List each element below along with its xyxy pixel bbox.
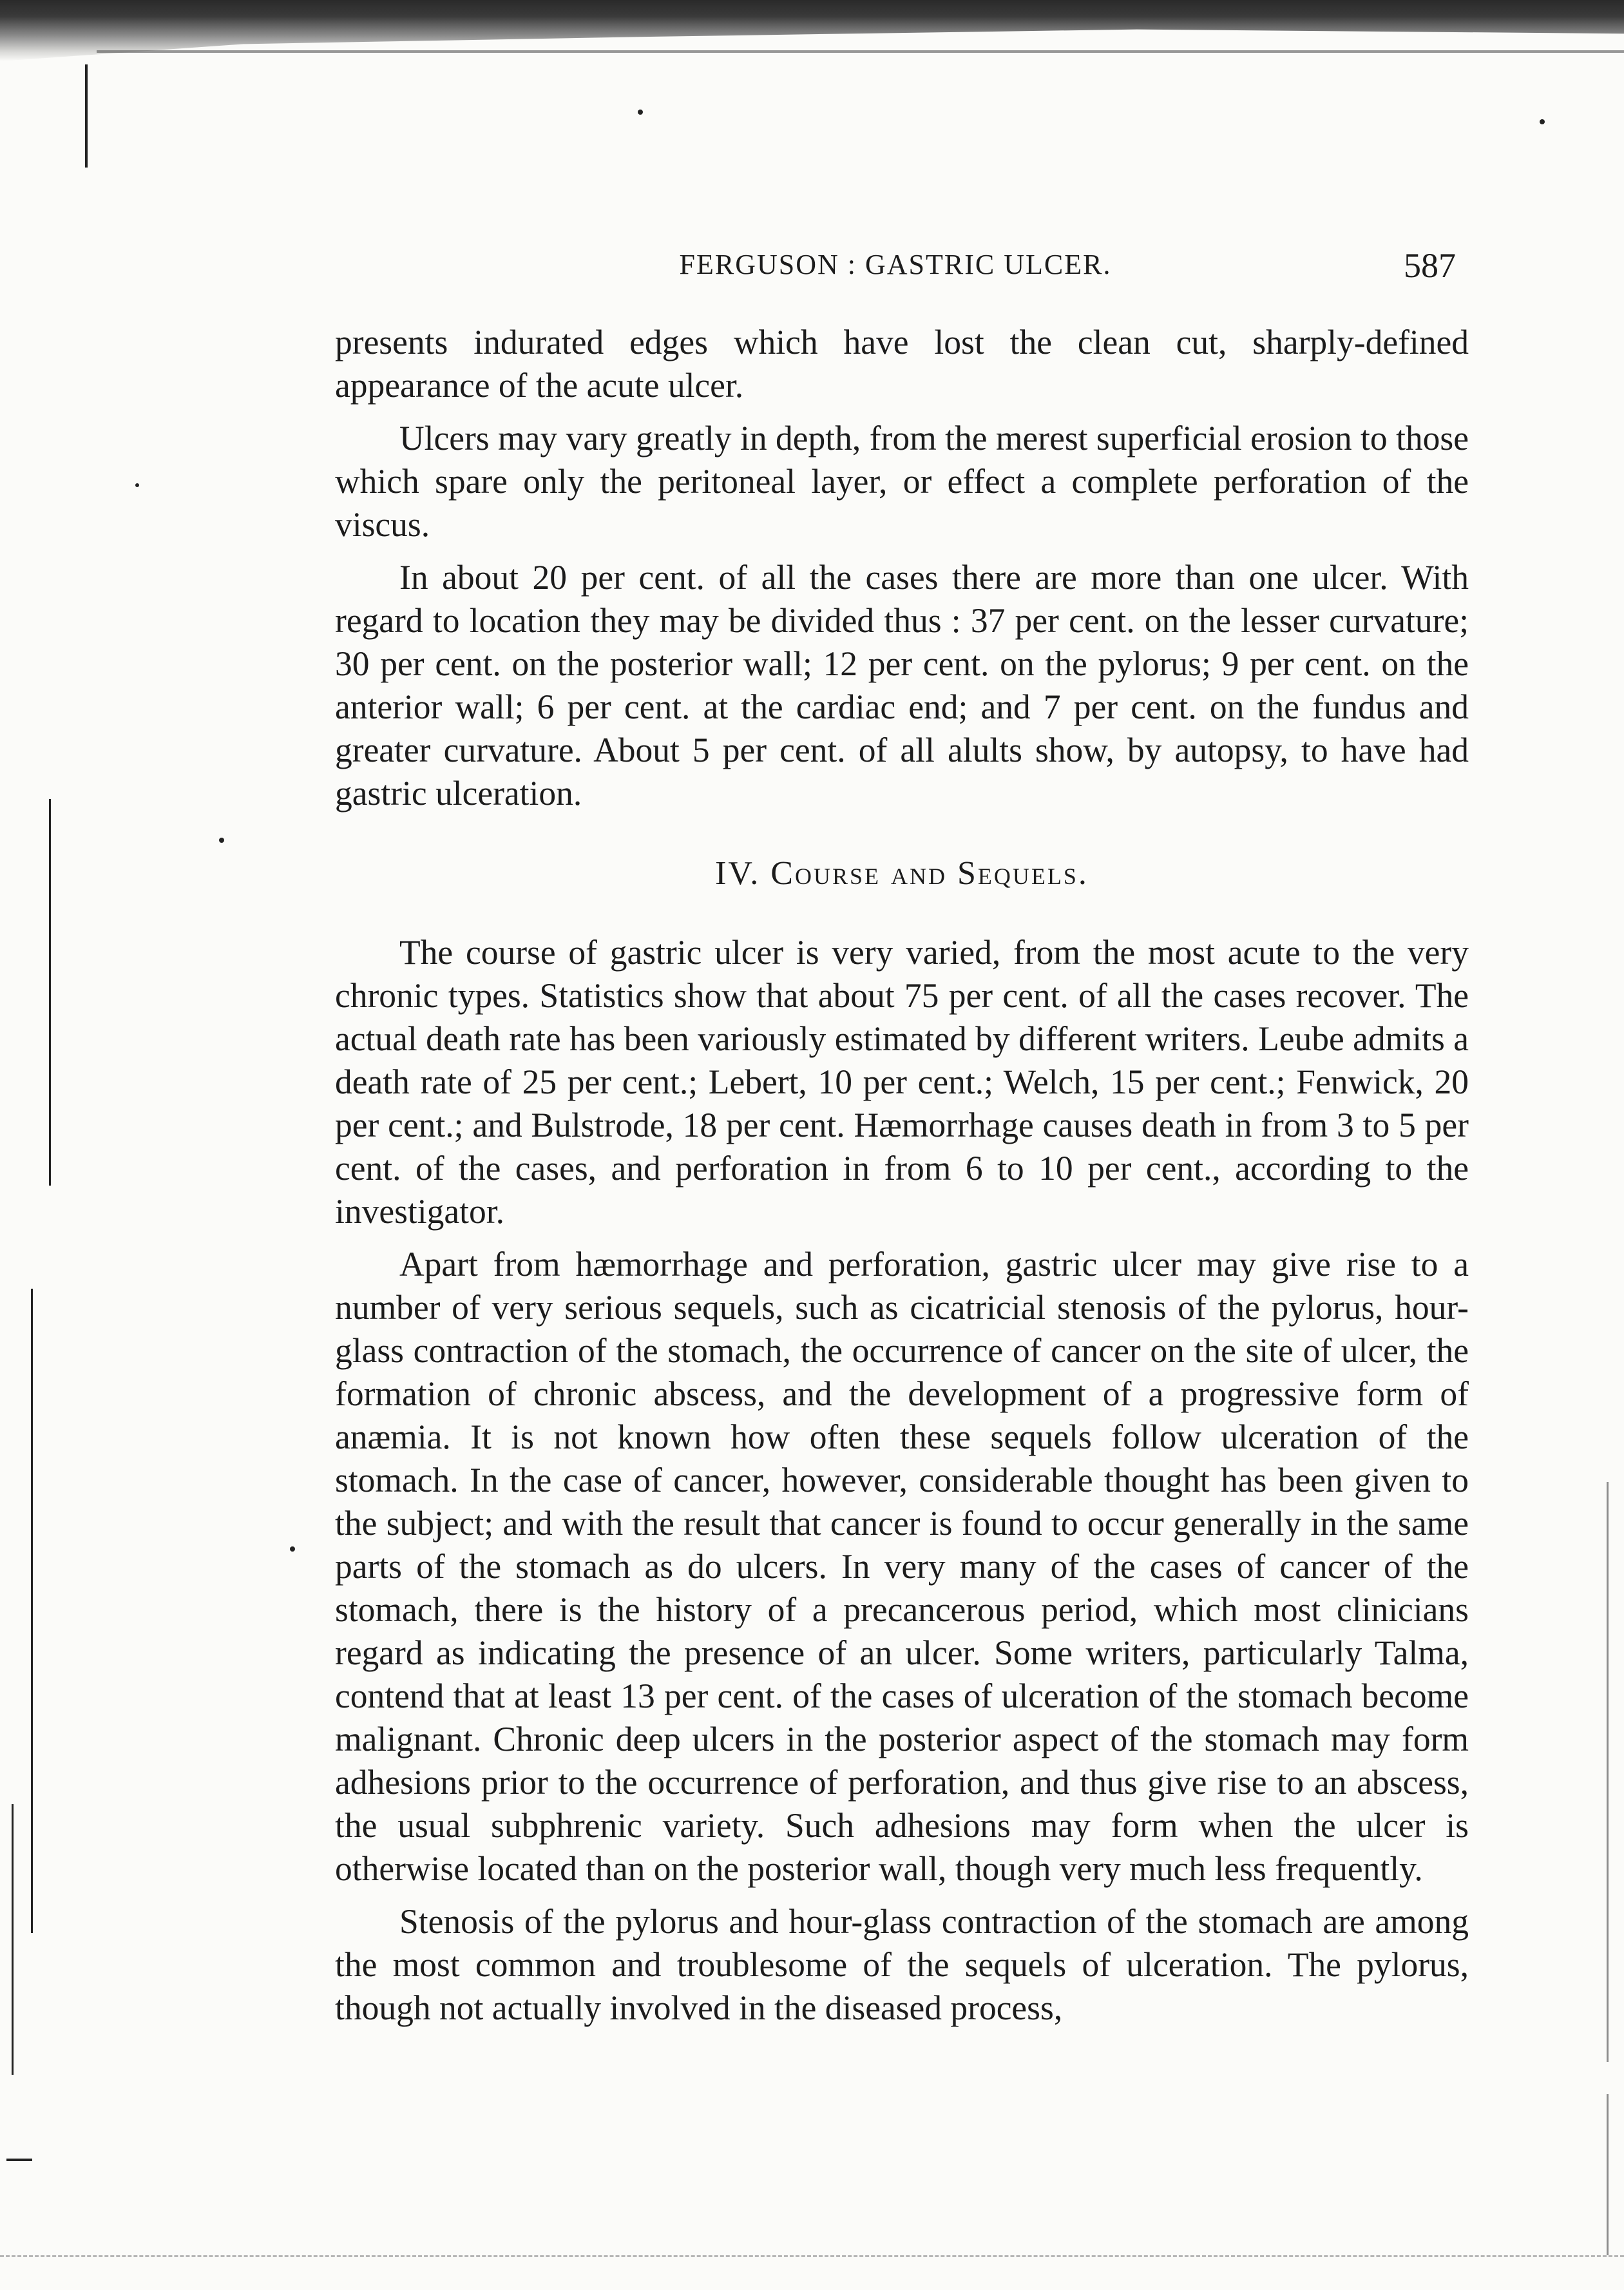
speck [219,838,224,843]
margin-artifact [1607,2094,1609,2255]
margin-artifact [49,799,51,1186]
margin-artifact [1607,1482,1609,2062]
paragraph: Ulcers may vary greatly in depth, from the merest superficial erosion to those which spare only the peritoneal layer, or effect a complete perforation of the viscus. [335,419,1469,544]
body-text [335,321,1469,2030]
page-number: 587 [1404,246,1456,285]
paragraph: Stenosis of the pylorus and hour-glass contraction of the stomach are among the most common and troublesome of the sequels of ulceration. The pylorus, though not actually involved in the diseased process, [335,1902,1469,2027]
scan-top-rule [97,50,1624,53]
margin-artifact [31,1289,33,1933]
running-head [335,248,1456,293]
paragraph: Apart from hæmorrhage and perforation, gastric ulcer may give rise to a number of very serious sequels, such as cicatricial stenosis of the pylorus, hour-glass contraction of the stomach, the occurrence of cancer on the site of ulcer, the formation of chronic abscess, and the development of a progressive form of anæmia. It is not known how often these sequels follow ulceration of the stomach. In the case of cancer, however, considerable thought has been given to the subject; and with the result that cancer is found to occur generally in the same parts of the stomach as do ulcers. In very many of the cases of cancer of the stomach, there is the history of a precancerous period, which most clinicians regard as indicating the presence of an ulcer. Some writers, particularly Talma, contend that at least 13 per cent. of the cases of ulceration of the stomach become malignant. Chronic deep ulcers in the posterior aspect of the stomach may form adhesions prior to the occurrence of perforation, and thus give rise to an abscess, the usual subphrenic variety. Such adhesions may form when the ulcer is otherwise located than on the posterior wall, though very much less frequently. [335,1245,1469,1888]
paragraph: The course of gastric ulcer is very varied, from the most acute to the very chronic types. Statistics show that about 75 per cent. of all the cases recover. The actual death rate has been variously estimated by different writers. Leube admits a death rate of 25 per cent.; Lebert, 10 per cent.; Welch, 15 per cent.; Fenwick, 20 per cent.; and Bulstrode, 18 per cent. Hæmorrhage causes death in from 3 to 5 per cent. of the cases, and perforation in from 6 to 10 per cent., according to the investigator. [335,933,1469,1231]
margin-artifact [12,1804,14,2075]
speck [1540,119,1545,124]
speck [638,110,643,115]
paragraph: In about 20 per cent. of all the cases there are more than one ulcer. With regard to location they may be divided thus : 37 per cent. on the lesser curvature; 30 per cent. on the posterior wall; 12 per cent. on the pylorus; 9 per cent. on the anterior wall; 6 per cent. at the cardiac end; and 7 per cent. on the fundus and greater curvature. About 5 per cent. of all alults show, by autopsy, to have had gastric ulceration. [335,558,1469,813]
section-heading: IV. Course and Sequels. [715,855,1089,892]
speck [290,1546,295,1552]
scan-bottom-edge [0,2255,1624,2261]
paragraph: presents indurated edges which have lost the clean cut, sharply-defined appearance of the acute ulcer. [335,323,1469,405]
running-head-title: FERGUSON : GASTRIC ULCER. [679,249,1112,280]
margin-artifact [85,64,88,168]
speck [135,483,139,487]
margin-artifact [6,2159,32,2161]
